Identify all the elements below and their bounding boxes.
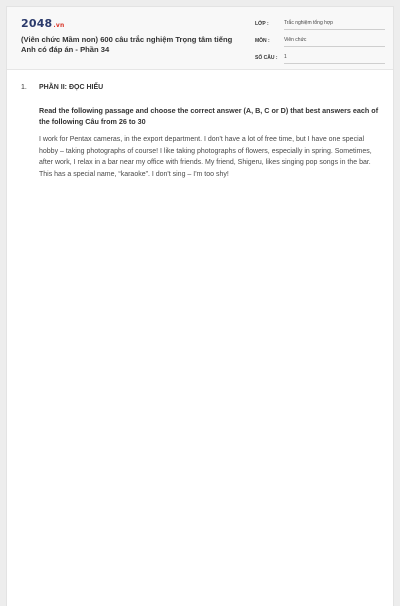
logo-text: 2048 bbox=[21, 17, 53, 30]
reading-passage: I work for Pentax cameras, in the export department. I don't have a lot of free time, but I have one special hobby – taking photographs of course! I like taking photographs of flowers, especially in spring. Sometimes, after work, I relax in a bar near my office with friends. My friend, Shigeru, likes singing pop songs in the bar. This has a special name, “karaoke”. I don't sing – I'm too shy! bbox=[39, 136, 372, 178]
meta-row-count bbox=[255, 49, 385, 64]
document-meta bbox=[255, 15, 385, 66]
question-content bbox=[21, 83, 381, 180]
document-title: (Viên chức Mầm non) 600 câu trắc nghiệm Trọng tâm tiếng Anh có đáp án - Phần 34 bbox=[21, 35, 233, 54]
meta-row-class bbox=[255, 15, 385, 30]
meta-value-subject: Viên chức bbox=[284, 36, 385, 47]
logo-suffix: .vn bbox=[53, 22, 65, 29]
question-number: 1. bbox=[21, 84, 27, 91]
document-header bbox=[7, 7, 393, 70]
meta-row-subject bbox=[255, 32, 385, 47]
question-instruction: Read the following passage and choose the correct answer (A, B, C or D) that best answers each of the following Câu from 26 to 30 bbox=[39, 106, 379, 126]
site-logo[interactable] bbox=[21, 17, 64, 30]
document-page bbox=[6, 6, 394, 606]
meta-value-count: 1 bbox=[284, 53, 385, 64]
meta-value-class: Trắc nghiệm tổng hợp bbox=[284, 19, 385, 30]
section-title: PHẦN II: ĐỌC HIỂU bbox=[39, 84, 104, 91]
meta-label-class: LỚP : bbox=[255, 21, 269, 27]
meta-label-subject: MÔN : bbox=[255, 38, 270, 44]
meta-label-count: SỐ CÂU : bbox=[255, 55, 278, 61]
question-item bbox=[21, 83, 381, 180]
question-body bbox=[39, 83, 381, 180]
